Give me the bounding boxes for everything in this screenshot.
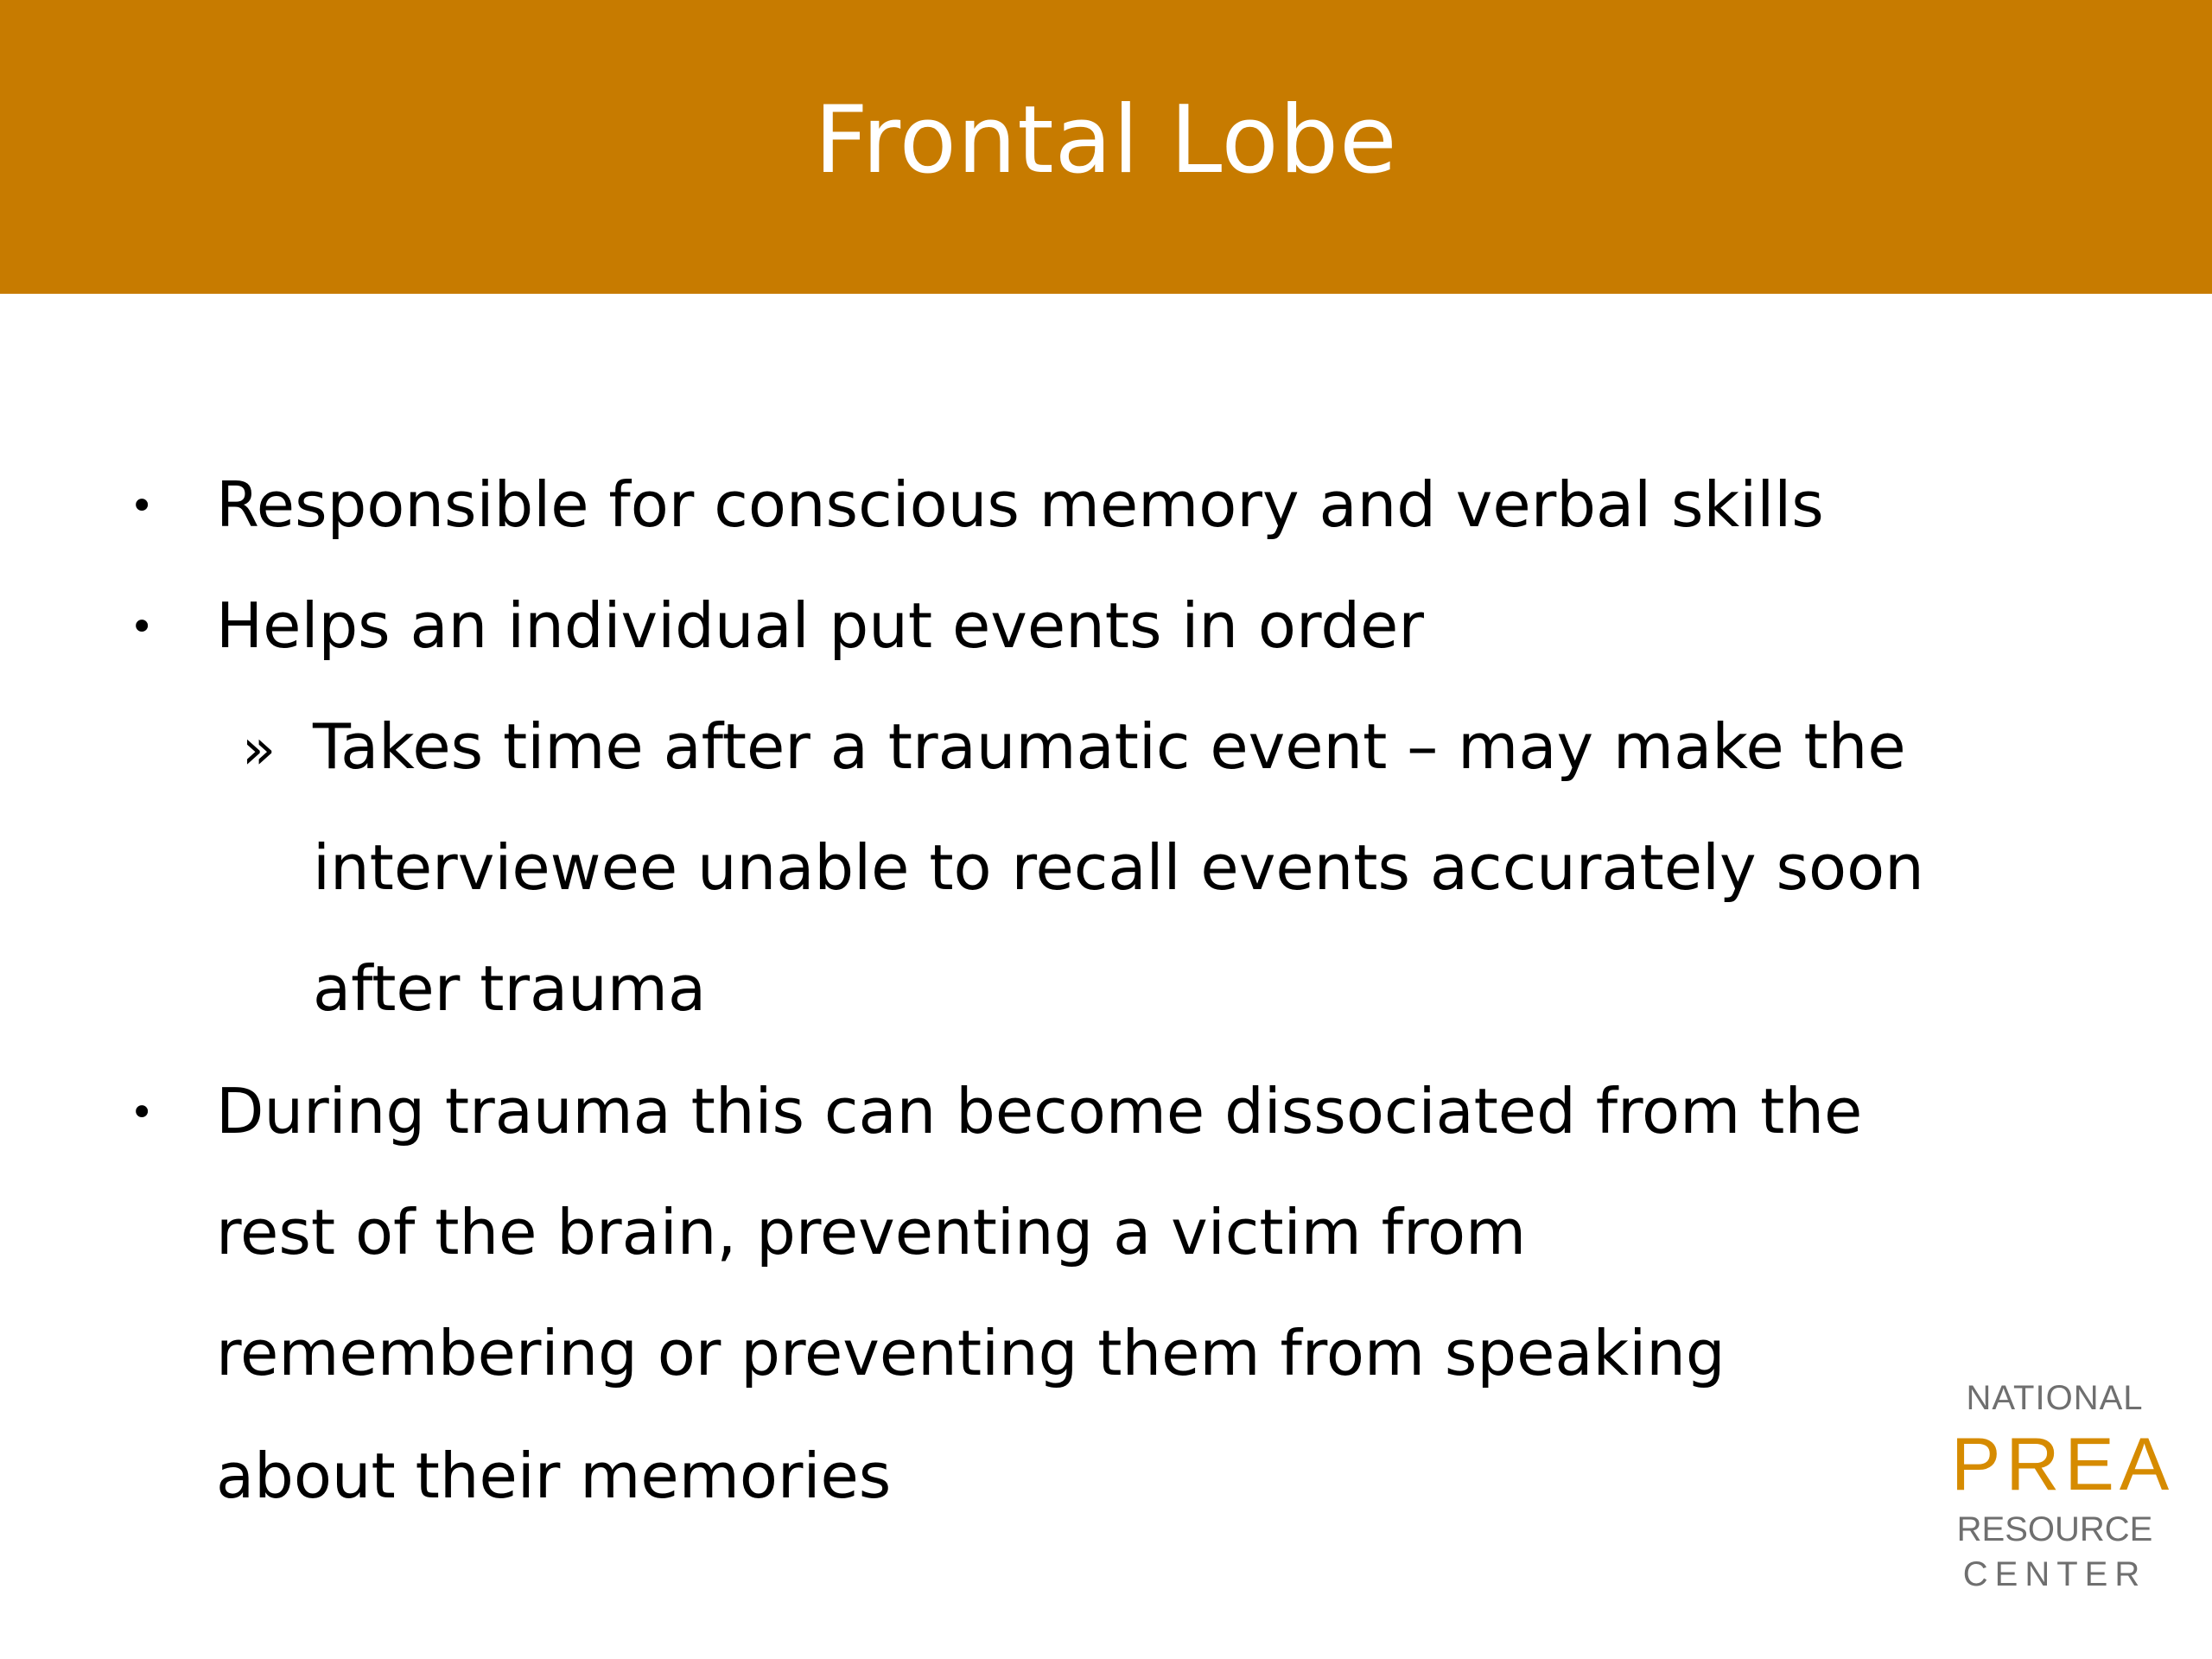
- bullet-3-line-2: rest of the brain, preventing a victim from: [216, 1196, 1527, 1268]
- bullet-marker: •: [130, 603, 155, 652]
- logo-prea-text: PREA: [1951, 1423, 2175, 1506]
- bullet-3-cont-3: [0, 1440, 2212, 1548]
- bullet-3-line-1: During trauma this can become dissociated from the: [216, 1075, 1863, 1147]
- sub-bullet-1-cont-1: [0, 831, 2212, 940]
- sub-bullet-1: [0, 710, 2212, 819]
- bullet-3-cont-2: [0, 1317, 2212, 1426]
- sub-bullet-marker: »: [242, 718, 276, 782]
- bullet-1: [0, 468, 2212, 577]
- sub-bullet-1-line-1: Takes time after a traumatic event – may make the: [313, 710, 1906, 783]
- national-prea-resource-center-logo: [1951, 1377, 2175, 1593]
- logo-national-text: NATIONAL: [1966, 1379, 2144, 1417]
- logo-resource-text: RESOURCE: [1956, 1510, 2153, 1548]
- bullet-3: [0, 1075, 2212, 1184]
- bullet-2-line-1: Helps an individual put events in order: [216, 589, 1424, 662]
- sub-bullet-1-cont-2: [0, 952, 2212, 1061]
- bullet-2: [0, 589, 2212, 698]
- bullet-3-cont-1: [0, 1196, 2212, 1305]
- sub-bullet-1-line-3: after trauma: [313, 952, 707, 1025]
- sub-bullet-1-line-2: interviewee unable to recall events accurately soon: [313, 831, 1924, 904]
- bullet-1-line-1: Responsible for conscious memory and verbal skills: [216, 468, 1824, 541]
- bullet-marker: •: [130, 1089, 155, 1137]
- slide-title: Frontal Lobe: [814, 86, 1398, 194]
- bullet-3-line-3: remembering or preventing them from speaking: [216, 1317, 1726, 1389]
- logo-center-text: CENTER: [1962, 1555, 2147, 1593]
- bullet-marker: •: [130, 482, 155, 531]
- bullet-3-line-4: about their memories: [216, 1440, 892, 1512]
